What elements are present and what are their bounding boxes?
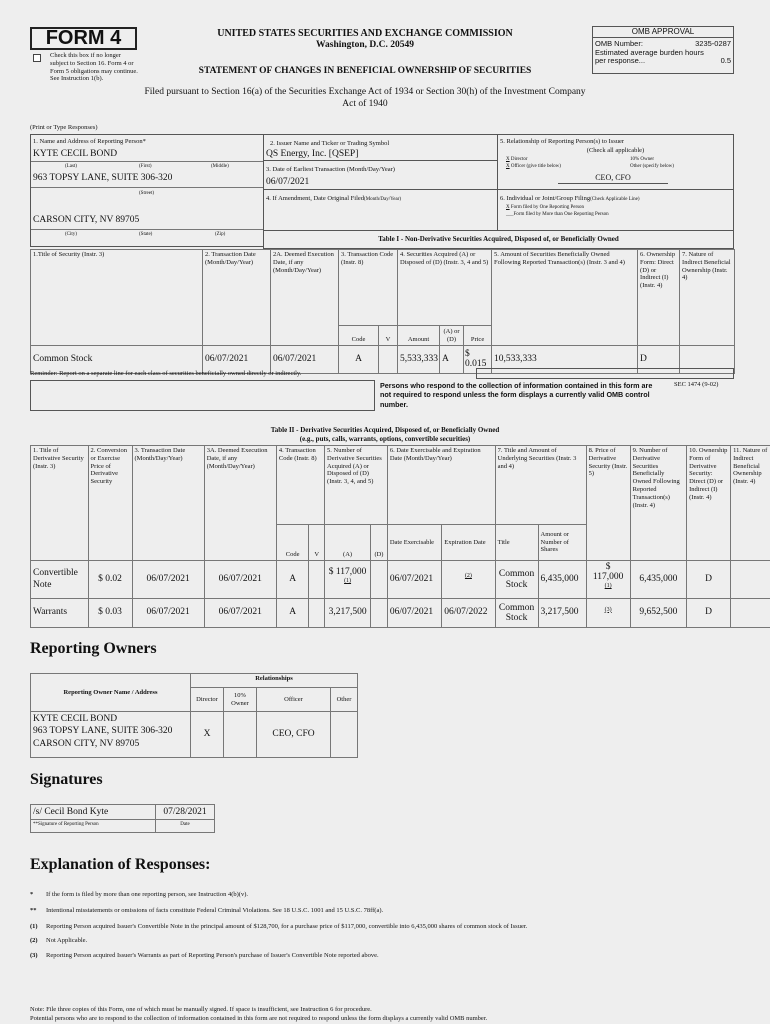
print-type-note: (Print or Type Responses) (30, 124, 98, 131)
table-row (31, 599, 770, 628)
explanation-list (30, 890, 650, 966)
filed-pursuant: Filed pursuant to Section 16(a) of the Securities Exchange Act of 1934 or Section 30(h) of the Investment Company Act of 1940 (144, 87, 586, 109)
t2-r0-expiration (442, 561, 495, 599)
issuer-name: QS Energy, Inc. [QSEP] (266, 149, 359, 159)
exp-text-4: Reporting Person acquired Issuer's Warrants as part of Reporting Person's purchase of Issuer's Convertible Note reported above. (46, 952, 379, 960)
t1-header-v: V (379, 326, 398, 346)
director-line (506, 157, 528, 163)
owner-name-address (31, 712, 191, 758)
t2-r0-price-value: 117,000 (592, 572, 624, 583)
exp-text-3: Not Applicable. (46, 937, 88, 945)
table-row (31, 712, 358, 758)
t2-header-8: 8. Price of Derivative Security (Instr. 5) (586, 446, 630, 561)
t2-header-exercisable: Date Exercisable (387, 525, 441, 561)
owners-header-relationships: Relationships (191, 674, 358, 688)
director-label: Director (510, 157, 528, 162)
t2-r1-owned: 9,652,500 (630, 599, 687, 628)
table-1-title-box (263, 230, 734, 249)
officer-label: Officer (give title below) (510, 164, 561, 169)
street-label: (Street) (139, 191, 154, 196)
section-4-box (263, 189, 498, 231)
exp-text-1: Intentional misstatements or omissions of facts constitute Federal Criminal Violations. See 18 U.S.C. 1001 and 15 U.S.C. 78ff(a). (46, 907, 384, 915)
t2-r0-a-value: $ 117,000 (328, 567, 367, 578)
t1-deemed: 06/07/2021 (271, 346, 339, 374)
section-6-sub: (Check Applicable Line) (590, 197, 640, 202)
owner-10pct (224, 712, 257, 758)
owners-header-name: Reporting Owner Name / Address (31, 674, 191, 712)
t2-header-code: Code (276, 525, 308, 561)
t2-r1-code: A (276, 599, 308, 628)
filing-option-2-label: Form filed by More than One Reporting Person (513, 212, 609, 217)
t1-header-date: 2. Transaction Date (Month/Day/Year) (203, 250, 271, 346)
exp-mark-4: (3) (30, 952, 38, 960)
t2-header-expiration: Expiration Date (442, 525, 495, 561)
city-value: CARSON CITY, NV 89705 (33, 215, 140, 225)
statement-title: STATEMENT OF CHANGES IN BENEFICIAL OWNERSHIP OF SECURITIES (198, 66, 532, 76)
section-5-label: 5. Relationship of Reporting Person(s) to Issuer (500, 138, 625, 145)
owner-name: KYTE CECIL BOND (33, 714, 118, 724)
list-item (30, 906, 650, 915)
notice-left-box (30, 380, 375, 411)
t2-r1-exercisable: 06/07/2021 (387, 599, 441, 628)
t1-aord: A (440, 346, 464, 374)
t2-r0-code: A (276, 561, 308, 599)
section-1-box (30, 134, 264, 247)
t2-r1-d (371, 599, 388, 628)
owner-10-line (630, 157, 654, 163)
owner-director: X (191, 712, 224, 758)
table-1-title: Table I - Non-Derivative Securities Acquired, Disposed of, or Beneficially Owned (378, 235, 619, 243)
t2-header-6: 6. Date Exercisable and Expiration Date (Month/Day/Year) (387, 446, 495, 525)
t2-r0-v (309, 561, 325, 599)
form-title: FORM 4 (45, 27, 122, 49)
table-2-subtitle: (e.g., puts, calls, warrants, options, convertible securities) (299, 435, 471, 443)
t2-r0-price-sign: $ (605, 562, 611, 573)
t2-header-v: V (309, 525, 325, 561)
t2-r0-u-title: Common Stock (495, 561, 538, 599)
owners-header-other: Other (331, 688, 358, 712)
t2-r1-u-title: Common Stock (495, 599, 538, 628)
owners-header-officer: Officer (257, 688, 331, 712)
t2-header-4: 4. Transaction Code (Instr. 8) (276, 446, 324, 525)
t1-title: Common Stock (31, 346, 203, 374)
t2-r0-date: 06/07/2021 (132, 561, 204, 599)
t2-r1-expiration: 06/07/2022 (442, 599, 495, 628)
director-mark: X (506, 157, 510, 162)
t1-price-sign: $ (465, 348, 470, 359)
section-4-label (266, 195, 401, 203)
section-5-box (497, 134, 734, 190)
t2-header-amount: Amount or Number of Shares (538, 525, 586, 561)
signature-date: 07/28/2021 (156, 805, 214, 820)
list-item (30, 922, 650, 931)
omb-number-label: OMB Number: (595, 39, 643, 48)
section-6-box (497, 189, 734, 231)
t2-r0-a (325, 561, 371, 599)
respond-notice: Persons who respond to the collection of information contained in this form are not required to respond unless the form displays a currently valid OMB control number. (380, 381, 653, 409)
table-row (31, 561, 770, 599)
t2-r0-price (586, 561, 630, 599)
signature-box (30, 804, 156, 833)
agency-name: UNITED STATES SECURITIES AND EXCHANGE COMMISSION (217, 28, 513, 39)
t1-code: A (339, 346, 379, 374)
reporting-owners-heading: Reporting Owners (30, 640, 157, 657)
t2-header-5: 5. Number of Derivative Securities Acquired (A) or Disposed of (D) (Instr. 3, 4, and 5) (325, 446, 388, 525)
first-label: (First) (139, 164, 152, 169)
t1-header-amount: Amount (398, 326, 440, 346)
signature-label (31, 820, 155, 830)
signature-label-text: Signature of Reporting Person (38, 822, 99, 827)
t2-header-d: (D) (371, 525, 388, 561)
t2-r0-u-amount: 6,435,000 (538, 561, 586, 599)
reminder-line-box (476, 368, 734, 379)
t2-r1-nature (731, 599, 770, 628)
t2-r0-nature (731, 561, 770, 599)
section-1-label (33, 138, 146, 146)
form-title-box (30, 27, 137, 50)
owner-officer: CEO, CFO (257, 712, 331, 758)
agency-location: Washington, D.C. 20549 (316, 40, 414, 50)
t1-date: 06/07/2021 (203, 346, 271, 374)
section-1-star: * (142, 138, 146, 145)
t2-r0-title: Convertible Note (31, 561, 89, 599)
t1-header-ownership: 6. Ownership Form: Direct (D) or Indirect (I) (Instr. 4) (638, 250, 680, 346)
t2-r1-deemed: 06/07/2021 (204, 599, 276, 628)
state-label: (State) (139, 232, 153, 237)
t2-r1-title: Warrants (31, 599, 89, 628)
owner-other (331, 712, 358, 758)
t2-r1-price-footnote[interactable]: (3) (604, 606, 612, 613)
checkbox-text: Check this box if no longer subject to Section 16. Form 4 or Form 5 obligations may continue. See Instruction 1(b). (50, 52, 138, 83)
t2-header-a: (A) (325, 525, 371, 561)
exp-mark-2: (1) (30, 923, 38, 931)
t1-form: D (638, 346, 680, 374)
sec-code: SEC 1474 (9-02) (674, 381, 719, 388)
t2-r1-price (586, 599, 630, 628)
owners-header-director: Director (191, 688, 224, 712)
t2-r0-price-footnote[interactable]: (1) (604, 583, 612, 590)
t2-r0-deemed: 06/07/2021 (204, 561, 276, 599)
t2-header-2: 2. Conversion or Exercise Price of Derivative Security (88, 446, 132, 561)
section-3-box (263, 160, 498, 190)
section-6-label-text: 6. Individual or Joint/Group Filing (500, 195, 591, 202)
table-2 (30, 445, 770, 628)
signature-star: ** (33, 822, 38, 827)
t2-header-7: 7. Title and Amount of Underlying Securities (Instr. 3 and 4) (495, 446, 586, 525)
omb-burden: 0.5 (720, 56, 731, 66)
last-label: (Last) (65, 164, 77, 169)
t1-header-price: Price (464, 326, 492, 346)
t2-r1-form: D (687, 599, 731, 628)
earliest-transaction-date: 06/07/2021 (266, 177, 310, 187)
signature-value: /s/ Cecil Bond Kyte (31, 805, 155, 820)
t1-header-code-s: Code (339, 326, 379, 346)
t2-r1-a: 3,217,500 (325, 599, 371, 628)
t2-r1-u-amount: 3,217,500 (538, 599, 586, 628)
owner-street: 963 TOPSY LANE, SUITE 306-320 (33, 726, 173, 737)
city-label: (City) (65, 232, 77, 237)
omb-number: 3235-0287 (695, 39, 731, 48)
exp-text-0: If the form is filed by more than one reporting person, see Instruction 4(b)(v). (46, 891, 248, 898)
t1-header-acquired: 4. Securities Acquired (A) or Disposed of (D) (Instr. 3, 4 and 5) (398, 250, 492, 326)
exp-mark-0: * (30, 891, 34, 898)
potential-persons-note: Potential persons who are to respond to the collection of information contained in this form are not required to respond unless the form displays a currently valid OMB number. (30, 1015, 488, 1022)
signature-date-box (155, 804, 215, 833)
section-4-label-text: 4. If Amendment, Date Original Filed (266, 195, 365, 202)
other-label: Other (specify below) (630, 164, 674, 169)
t2-header-3: 3. Transaction Date (Month/Day/Year) (132, 446, 204, 561)
t2-r1-date: 06/07/2021 (132, 599, 204, 628)
zip-label: (Zip) (215, 232, 226, 237)
list-item (30, 890, 650, 899)
filing-option-1-label: Form filed by One Reporting Person (510, 205, 585, 210)
no-longer-subject-checkbox[interactable] (33, 54, 41, 62)
t1-amount: 5,533,333 (398, 346, 440, 374)
t1-header-amount-owned: 5. Amount of Securities Beneficially Owned Following Reported Transaction(s) (Instr. 3 and 4) (492, 250, 638, 346)
filing-option-1-mark: X (506, 205, 510, 210)
t2-r1-v (309, 599, 325, 628)
table-2-title: Table II - Derivative Securities Acquired, Disposed of, or Beneficially Owned (270, 426, 500, 434)
exp-text-2: Reporting Person acquired Issuer's Convertible Note in the principal amount of $128,700, for a purchase price of $117,000, convertible into 6,435,000 shares of common stock of Issuer. (46, 923, 528, 931)
owner-city: CARSON CITY, NV 89705 (33, 738, 140, 749)
street-value: 963 TOPSY LANE, SUITE 306-320 (33, 173, 173, 183)
signature-date-label: Date (180, 822, 190, 827)
t2-r0-expiration-footnote[interactable]: (2) (464, 573, 472, 580)
omb-approval-box (592, 26, 734, 74)
officer-line (506, 164, 561, 170)
omb-burden-row (593, 49, 733, 66)
t2-r0-d (371, 561, 388, 599)
exp-mark-3: (2) (30, 937, 38, 945)
reminder-text: Reminder: Report on a separate line for each class of securities beneficially owned directly or indirectly. (30, 370, 302, 377)
signatures-heading: Signatures (30, 771, 103, 788)
officer-title: CEO, CFO (558, 173, 668, 184)
t2-r0-form: D (687, 561, 731, 599)
middle-label: (Middle) (211, 164, 229, 169)
reporting-owners-table (30, 673, 358, 758)
t1-owned: 10,533,333 (492, 346, 638, 374)
t2-r0-exercisable: 06/07/2021 (387, 561, 441, 599)
section-1-label-text: 1. Name and Address of Reporting Person (33, 138, 143, 145)
t2-r1-conv: $ 0.03 (88, 599, 132, 628)
section-4-sub: (Month/Day/Year) (364, 197, 402, 202)
section-2-box (263, 134, 498, 161)
section-6-label (500, 195, 640, 203)
t1-header-title: 1.Title of Security (Instr. 3) (31, 250, 203, 346)
list-item (30, 936, 650, 945)
t1-header-aord: (A) or (D) (440, 326, 464, 346)
section-3-label: 3. Date of Earliest Transaction (Month/Day/Year) (266, 166, 395, 173)
section-2-label: 2. Issuer Name and Ticker or Trading Symbol (270, 140, 390, 147)
filing-option-1 (506, 205, 584, 211)
t1-header-nature: 7. Nature of Indirect Beneficial Ownership (Instr. 4) (680, 250, 735, 346)
other-line (630, 164, 674, 170)
t2-r0-owned: 6,435,000 (630, 561, 687, 599)
exp-mark-1: ** (30, 907, 37, 915)
t2-header-10: 10. Ownership Form of Derivative Security: Direct (D) or Indirect (I) (Instr. 4) (687, 446, 731, 561)
omb-title: OMB APPROVAL (593, 27, 733, 38)
table-1 (30, 249, 735, 374)
t2-r0-conv: $ 0.02 (88, 561, 132, 599)
t2-header-1: 1. Title of Derivative Security (Instr. 3) (31, 446, 89, 561)
filing-option-2: ___Form filed by More than One Reporting Person (506, 212, 609, 217)
officer-mark: X (506, 164, 510, 169)
t1-price-value: 0.015 (465, 358, 487, 369)
t1-header-code: 3. Transaction Code (Instr. 8) (339, 250, 398, 326)
owners-header-10pct: 10% Owner (224, 688, 257, 712)
filing-note: Note: File three copies of this Form, one of which must be manually signed. If space is insufficient, see Instruction 6 for procedure. (30, 1006, 372, 1013)
t2-header-11: 11. Nature of Indirect Beneficial Ownership (Instr. 4) (731, 446, 770, 561)
omb-burden-label: Estimated average burden hours per response... (595, 48, 704, 66)
explanation-heading: Explanation of Responses: (30, 856, 211, 873)
t1-header-deemed: 2A. Deemed Execution Date, if any (Month/Day/Year) (271, 250, 339, 346)
t2-r0-a-footnote[interactable]: (1) (344, 578, 352, 585)
t2-header-9: 9. Number of Derivative Securities Beneficially Owned Following Reported Transaction(s) (Instr. 4) (630, 446, 687, 561)
reporting-person-name: KYTE CECIL BOND (33, 149, 118, 159)
t2-header-title: Title (495, 525, 538, 561)
section-5-sub: (Check all applicable) (586, 147, 645, 154)
owner-10-label: 10% Owner (630, 157, 655, 162)
t2-header-3a: 3A. Deemed Execution Date, if any (Month/Day/Year) (204, 446, 276, 561)
list-item (30, 951, 650, 960)
